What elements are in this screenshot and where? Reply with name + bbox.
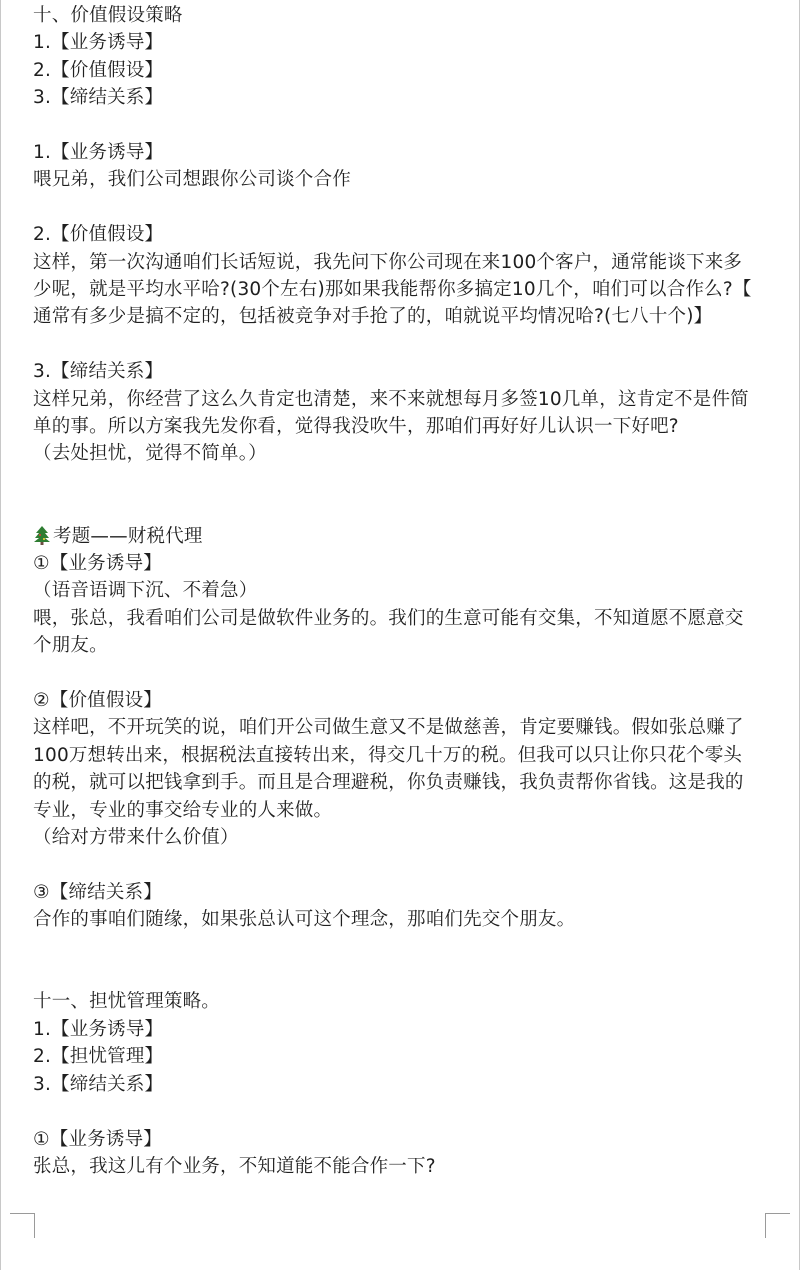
document-content [33,2,778,1180]
section-10-list-item: 1.【业务诱导】 [33,32,164,54]
exam-step2-text: 专业，专业的事交给专业的人来做。 [33,799,333,821]
exam-step2-text: 100万想转出来，根据税法直接转出来，得交几十万的税。但我可以只让你只花个零头 [33,744,743,766]
christmas-tree-icon [33,525,51,545]
section-10-step3-text: （去处担忧，觉得不简单。） [33,443,267,465]
page-corner-mark-right [765,1213,790,1238]
exam-step3-text: 合作的事咱们随缘，如果张总认可这个理念，那咱们先交个朋友。 [33,909,576,931]
exam-title-line [33,523,778,550]
exam-step1-text: 喂，张总，我看咱们公司是做软件业务的。我们的生意可能有交集，不知道愿不愿意交 [33,607,744,629]
blank-line [33,1098,778,1125]
blank-line [33,660,778,687]
blank-line [33,194,778,221]
exam-step2-text: （给对方带来什么价值） [33,827,239,849]
exam-step3-heading: ③【缔结关系】 [33,881,162,903]
section-10-step2-text: 少呢，就是平均水平哈?(30个左右)那如果我能帮你多搞定10几个，咱们可以合作么?【 [33,279,752,301]
blank-line [33,961,778,988]
exam-title: 考题——财税代理 [53,525,203,547]
blank-line [33,112,778,139]
section-10-step2-heading: 2.【价值假设】 [33,224,164,246]
section-11-list-item: 2.【担忧管理】 [33,1046,164,1068]
section-10-step2-text: 这样，第一次沟通咱们长话短说，我先问下你公司现在来100个客户，通常能谈下来多 [33,251,743,273]
section-10-list-item: 2.【价值假设】 [33,59,164,81]
blank-line [33,331,778,358]
exam-step2-heading: ②【价值假设】 [33,690,162,712]
blank-line [33,934,778,961]
exam-step1-heading: ①【业务诱导】 [33,553,162,575]
section-10-list-item: 3.【缔结关系】 [33,87,164,109]
section-10-step2-text: 通常有多少是搞不定的，包括被竞争对手抢了的，咱就说平均情况哈?(七八十个)】 [33,306,713,328]
exam-step2-text: 的税，就可以把钱拿到手。而且是合理避税，你负责赚钱，我负责帮你省钱。这是我的 [33,772,744,794]
section-10-step1-heading: 1.【业务诱导】 [33,142,164,164]
section-10-title: 十、价值假设策略 [33,5,183,26]
blank-line [33,852,778,879]
exam-step1-text: 个朋友。 [33,635,108,657]
section-11-list-item: 1.【业务诱导】 [33,1018,164,1040]
section-10-step1-text: 喂兄弟，我们公司想跟你公司谈个合作 [33,169,351,191]
section-10-step3-text: 单的事。所以方案我先发你看，觉得我没吹牛，那咱们再好好儿认识一下好吧? [33,416,679,438]
blank-line [33,468,778,495]
section-11-list-item: 3.【缔结关系】 [33,1073,164,1095]
section-10-step3-text: 这样兄弟，你经营了这么久肯定也清楚，来不来就想每月多签10几单，这肯定不是件简 [33,388,749,410]
section-11-title: 十一、担忧管理策略。 [33,991,221,1013]
section-11-step1-text: 张总，我这儿有个业务，不知道能不能合作一下? [33,1155,436,1177]
section-11-step1-heading: ①【业务诱导】 [33,1128,162,1150]
exam-step1-text: （语音语调下沉、不着急） [33,580,258,602]
section-10-step3-heading: 3.【缔结关系】 [33,361,164,383]
exam-step2-text: 这样吧，不开玩笑的说，咱们开公司做生意又不是做慈善，肯定要赚钱。假如张总赚了 [33,717,744,739]
page-left-edge [0,0,1,1270]
page-corner-mark-left [10,1213,35,1238]
blank-line [33,495,778,522]
